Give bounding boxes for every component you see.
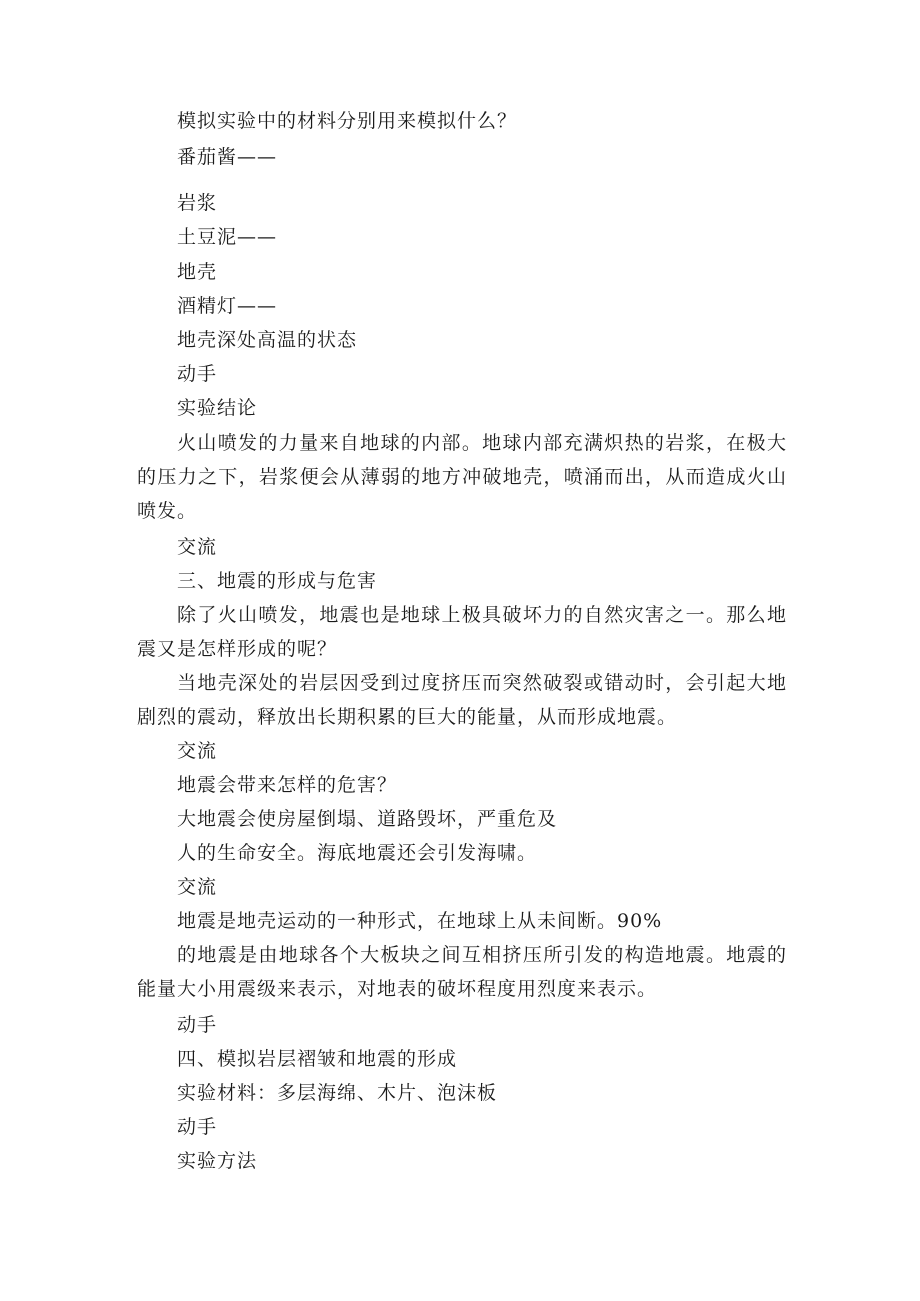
- paragraph-earthquake-cause: 当地壳深处的岩层因受到过度挤压而突然破裂或错动时，会引起大地剧烈的震动，释放出长期积累的巨大的能量，从而形成地震。: [137, 672, 787, 728]
- material-tomato-sauce: 番茄酱——: [177, 146, 278, 168]
- section-label-discussion: 交流: [177, 740, 218, 762]
- paragraph-tectonic-earthquake: 的地震是由地球各个大板块之间互相挤压所引发的构造地震。地震的能量大小用震级来表示，对地表的破坏程度用烈度来表示。: [137, 944, 787, 1000]
- hazards-line-2: 人的生命安全。海底地震还会引发海啸。: [177, 842, 538, 864]
- section-heading-fold-simulation: 四、模拟岩层褶皱和地震的形成: [177, 1048, 458, 1070]
- section-label-hands-on: 动手: [177, 1116, 218, 1138]
- question-line: 模拟实验中的材料分别用来模拟什么？: [177, 110, 518, 132]
- question-earthquake-hazards: 地震会带来怎样的危害？: [177, 774, 398, 796]
- simulates-high-temperature: 地壳深处高温的状态: [177, 329, 358, 351]
- section-label-discussion: 交流: [177, 876, 218, 898]
- section-label-hands-on: 动手: [177, 363, 218, 385]
- section-label-hands-on: 动手: [177, 1014, 218, 1036]
- simulates-magma: 岩浆: [177, 192, 218, 214]
- paragraph-volcano-conclusion: 火山喷发的力量来自地球的内部。地球内部充满炽热的岩浆，在极大的压力之下，岩浆便会从薄弱的地方冲破地壳，喷涌而出，从而造成火山喷发。: [137, 432, 787, 522]
- paragraph-earthquake-intro: 除了火山喷发，地震也是地球上极具破坏力的自然灾害之一。那么地震又是怎样形成的呢？: [137, 604, 787, 660]
- section-label-conclusion: 实验结论: [177, 397, 258, 419]
- section-label-method: 实验方法: [177, 1150, 258, 1172]
- hazards-line-1: 大地震会使房屋倒塌、道路毁坏，严重危及: [177, 808, 558, 830]
- material-alcohol-lamp: 酒精灯——: [177, 295, 278, 317]
- simulates-crust: 地壳: [177, 261, 218, 283]
- earthquake-form-line: 地震是地壳运动的一种形式，在地球上从未间断。90%: [177, 910, 663, 932]
- experiment-materials: 实验材料：多层海绵、木片、泡沫板: [177, 1082, 498, 1104]
- section-label-discussion: 交流: [177, 536, 218, 558]
- section-heading-earthquake: 三、地震的形成与危害: [177, 570, 378, 592]
- material-mashed-potato: 土豆泥——: [177, 226, 278, 248]
